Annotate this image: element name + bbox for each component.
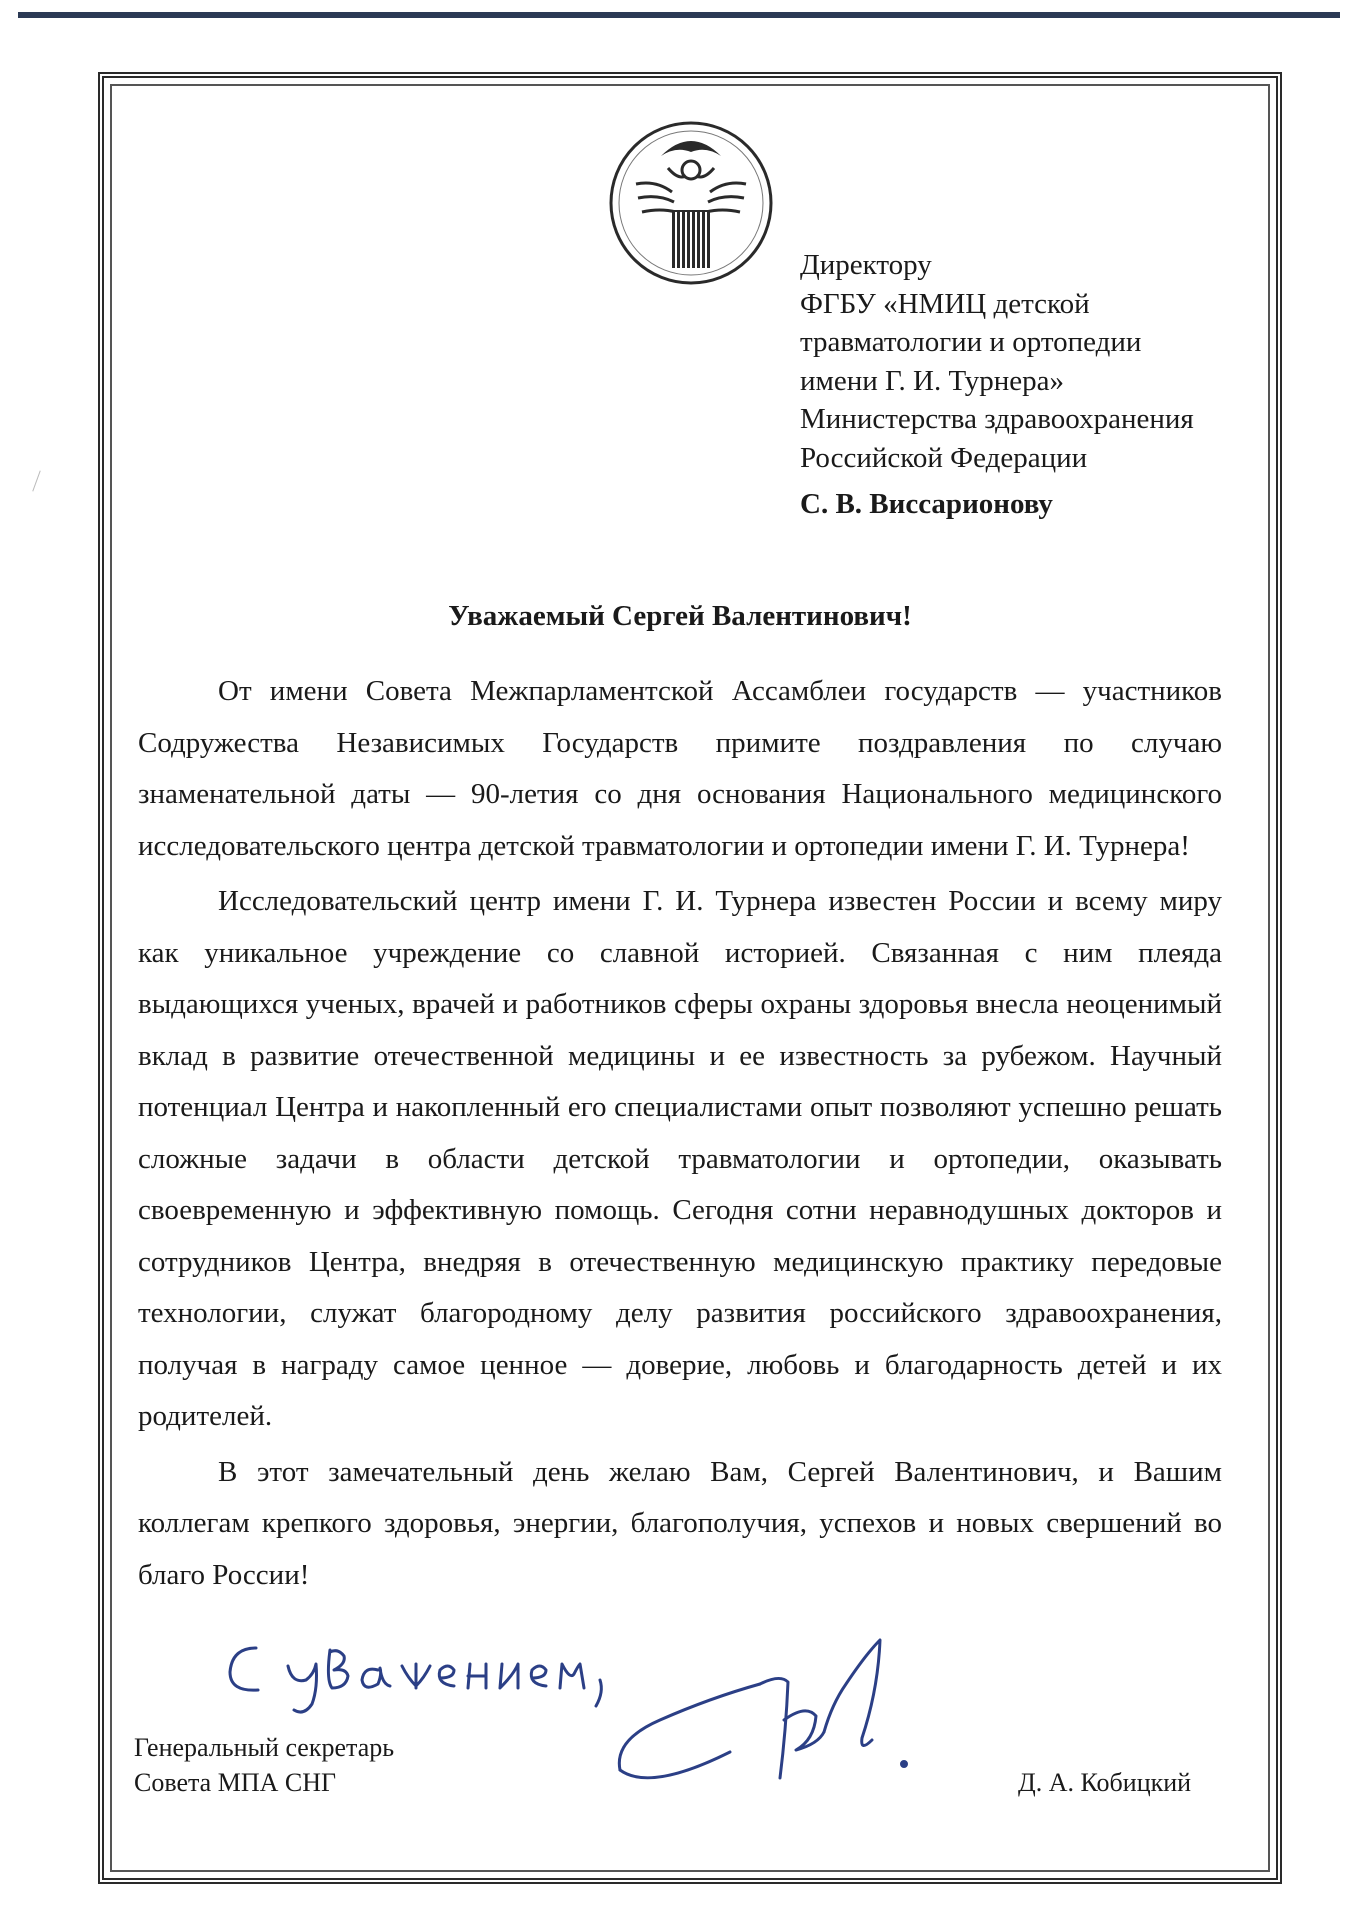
signature-icon [610, 1620, 930, 1800]
handwritten-closing [218, 1630, 638, 1720]
sender-title-line: Генеральный секретарь [134, 1733, 395, 1762]
letter-body [138, 666, 1222, 1605]
addressee-line: Директору [800, 249, 932, 281]
addressee-line: Министерства здравоохранения [800, 403, 1194, 435]
header-rule [18, 12, 1340, 18]
addressee-line: Российской Федерации [800, 441, 1088, 474]
signer-name: Д. А. Кобицкий [1018, 1768, 1192, 1797]
body-paragraph: В этот замечательный день желаю Вам, Сергей Валентинович, и Вашим коллегам крепкого здоровья, энергии, благополучия, успехов и новых свершений во благо России! [138, 1455, 1222, 1591]
cis-emblem-icon [606, 118, 776, 288]
scan-mark [32, 470, 40, 491]
addressee-name: С. В. Виссарионову [800, 488, 1053, 520]
sender-title-line: Совета МПА СНГ [134, 1768, 337, 1797]
addressee-block [800, 246, 1240, 477]
addressee-line: имени Г. И. Турнера» [800, 364, 1065, 397]
addressee-line: травматологии и ортопедии [800, 326, 1142, 358]
addressee-line: ФГБУ «НМИЦ детской [800, 287, 1090, 320]
body-paragraph: Исследовательский центр имени Г. И. Турнера известен России и всему миру как уникальное учреждение со славной историей. Связанная с ним плеяда выдающихся ученых, врачей и работников сферы охраны здоровья внесла неоценимый вклад в развитие отечественной медицины и ее известность за рубежом. Научный потенциал Центра и накопленный его специалистами опыт позволяют успешно решать сложные задачи в области детской травматологии и ортопедии, оказывать своевременную и эффективную помощь. Сегодня сотни неравнодушных докторов и сотрудников Центра, внедряя в отечественную медицинскую практику передовые технологии, служат благородному делу развития российского здравоохранения, получая в награду самое ценное — доверие, любовь и благодарность детей и их родителей. [138, 885, 1222, 1432]
greeting: Уважаемый Сергей Валентинович! [448, 600, 912, 632]
body-paragraph: От имени Совета Межпарламентской Ассамблеи государств — участников Содружества Независимых Государств примите поздравления по случаю знаменательной даты — 90-летия со дня основания Национального медицинского исследовательского центра детской травматологии и ортопедии имени Г. И. Турнера! [138, 675, 1222, 862]
sender-block [134, 1730, 394, 1800]
